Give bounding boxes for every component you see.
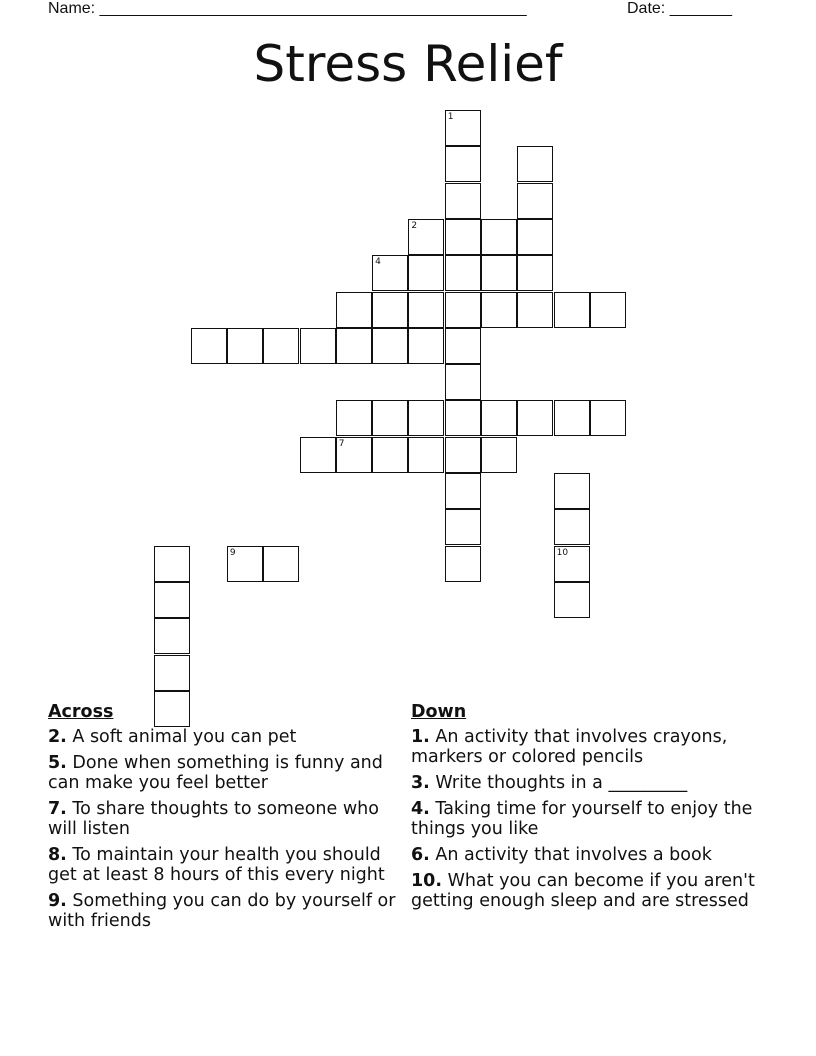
clue-text: A soft animal you can pet bbox=[72, 727, 297, 747]
clue-number-label: 8. bbox=[48, 845, 67, 865]
crossword-cell[interactable] bbox=[336, 328, 372, 364]
crossword-cell[interactable] bbox=[227, 546, 263, 582]
clue-text: Something you can do by yourself or with friends bbox=[48, 891, 396, 931]
crossword-cell[interactable] bbox=[300, 437, 336, 473]
crossword-cell[interactable] bbox=[445, 364, 481, 400]
crossword-cell[interactable] bbox=[372, 255, 408, 291]
clue-text: Write thoughts in a _________ bbox=[435, 773, 688, 793]
page-title: Stress Relief bbox=[253, 35, 563, 93]
clue-text: Done when something is funny and can make you feel better bbox=[48, 753, 383, 793]
crossword-cell[interactable] bbox=[554, 582, 590, 618]
crossword-cell[interactable] bbox=[408, 400, 444, 436]
clue-number: 2 bbox=[411, 220, 418, 231]
crossword-cell[interactable] bbox=[263, 546, 299, 582]
crossword-cell[interactable] bbox=[445, 183, 481, 219]
crossword-cell[interactable] bbox=[445, 509, 481, 545]
crossword-cell[interactable] bbox=[481, 255, 517, 291]
down-clues bbox=[411, 702, 761, 917]
crossword-cell[interactable] bbox=[372, 292, 408, 328]
crossword-cell[interactable] bbox=[445, 110, 481, 146]
down-clue bbox=[411, 799, 761, 839]
down-clue bbox=[411, 871, 761, 911]
clue-number-label: 3. bbox=[411, 773, 430, 793]
crossword-cell[interactable] bbox=[554, 473, 590, 509]
clue-number: 10 bbox=[556, 547, 569, 558]
down-clue bbox=[411, 773, 761, 793]
crossword-cell[interactable] bbox=[517, 255, 553, 291]
across-clue bbox=[48, 845, 398, 885]
crossword-cell[interactable] bbox=[408, 437, 444, 473]
crossword-cell[interactable] bbox=[336, 400, 372, 436]
crossword-cell[interactable] bbox=[481, 437, 517, 473]
crossword-cell[interactable] bbox=[517, 292, 553, 328]
clue-text: To share thoughts to someone who will listen bbox=[48, 799, 379, 839]
clue-number-label: 1. bbox=[411, 727, 430, 747]
clue-text: What you can become if you aren't getting enough sleep and are stressed bbox=[411, 871, 755, 911]
across-clues bbox=[48, 702, 398, 937]
crossword-cell[interactable] bbox=[445, 219, 481, 255]
crossword-cell[interactable] bbox=[481, 219, 517, 255]
crossword-cell[interactable] bbox=[517, 183, 553, 219]
name-field-label[interactable]: Name: ________________________________________________ bbox=[48, 0, 527, 17]
crossword-cell[interactable] bbox=[408, 255, 444, 291]
crossword-cell[interactable] bbox=[300, 328, 336, 364]
crossword-cell[interactable] bbox=[517, 146, 553, 182]
clue-number: 7 bbox=[338, 438, 345, 449]
down-clue bbox=[411, 727, 761, 767]
crossword-cell[interactable] bbox=[590, 292, 626, 328]
clue-number-label: 4. bbox=[411, 799, 430, 819]
crossword-cell[interactable] bbox=[445, 255, 481, 291]
crossword-cell[interactable] bbox=[154, 618, 190, 654]
crossword-cell[interactable] bbox=[445, 328, 481, 364]
crossword-cell[interactable] bbox=[445, 437, 481, 473]
clue-text: Taking time for yourself to enjoy the things you like bbox=[411, 799, 753, 839]
clue-text: An activity that involves crayons, markers or colored pencils bbox=[411, 727, 728, 767]
crossword-cell[interactable] bbox=[445, 146, 481, 182]
crossword-cell[interactable] bbox=[445, 546, 481, 582]
across-clue bbox=[48, 891, 398, 931]
clue-number-label: 9. bbox=[48, 891, 67, 911]
crossword-cell[interactable] bbox=[336, 437, 372, 473]
crossword-cell[interactable] bbox=[517, 219, 553, 255]
clue-number: 4 bbox=[375, 257, 381, 268]
crossword-cell[interactable] bbox=[408, 292, 444, 328]
crossword-cell[interactable] bbox=[408, 219, 444, 255]
crossword-cell[interactable] bbox=[590, 400, 626, 436]
clue-text: An activity that involves a book bbox=[435, 845, 712, 865]
crossword-cell[interactable] bbox=[445, 292, 481, 328]
crossword-cell[interactable] bbox=[554, 292, 590, 328]
down-clue bbox=[411, 845, 761, 865]
across-heading: Across bbox=[48, 702, 114, 722]
crossword-cell[interactable] bbox=[554, 509, 590, 545]
crossword-cell[interactable] bbox=[372, 400, 408, 436]
crossword-cell[interactable] bbox=[445, 400, 481, 436]
clue-number-label: 6. bbox=[411, 845, 430, 865]
clue-number: 9 bbox=[229, 547, 236, 558]
crossword-cell[interactable] bbox=[227, 328, 263, 364]
crossword-cell[interactable] bbox=[263, 328, 299, 364]
across-clue bbox=[48, 727, 398, 747]
crossword-cell[interactable] bbox=[191, 328, 227, 364]
clue-text: To maintain your health you should get at least 8 hours of this every night bbox=[48, 845, 385, 885]
crossword-cell[interactable] bbox=[445, 473, 481, 509]
crossword-cell[interactable] bbox=[372, 328, 408, 364]
crossword-cell[interactable] bbox=[408, 328, 444, 364]
crossword-cell[interactable] bbox=[517, 400, 553, 436]
crossword-cell[interactable] bbox=[554, 400, 590, 436]
crossword-cell[interactable] bbox=[154, 582, 190, 618]
clue-number-label: 5. bbox=[48, 753, 67, 773]
crossword-cell[interactable] bbox=[154, 546, 190, 582]
clue-number: 1 bbox=[447, 112, 454, 122]
crossword-cell[interactable] bbox=[481, 292, 517, 328]
down-heading: Down bbox=[411, 702, 467, 722]
date-field-label[interactable]: Date: _______ bbox=[627, 0, 732, 17]
crossword-cell[interactable] bbox=[481, 400, 517, 436]
crossword-cell[interactable] bbox=[372, 437, 408, 473]
clue-number-label: 10. bbox=[411, 871, 443, 891]
crossword-cell[interactable] bbox=[554, 546, 590, 582]
crossword-cell[interactable] bbox=[154, 655, 190, 691]
across-clue bbox=[48, 753, 398, 793]
clue-number-label: 2. bbox=[48, 727, 67, 747]
clue-number-label: 7. bbox=[48, 799, 67, 819]
crossword-cell[interactable] bbox=[336, 292, 372, 328]
across-clue bbox=[48, 799, 398, 839]
